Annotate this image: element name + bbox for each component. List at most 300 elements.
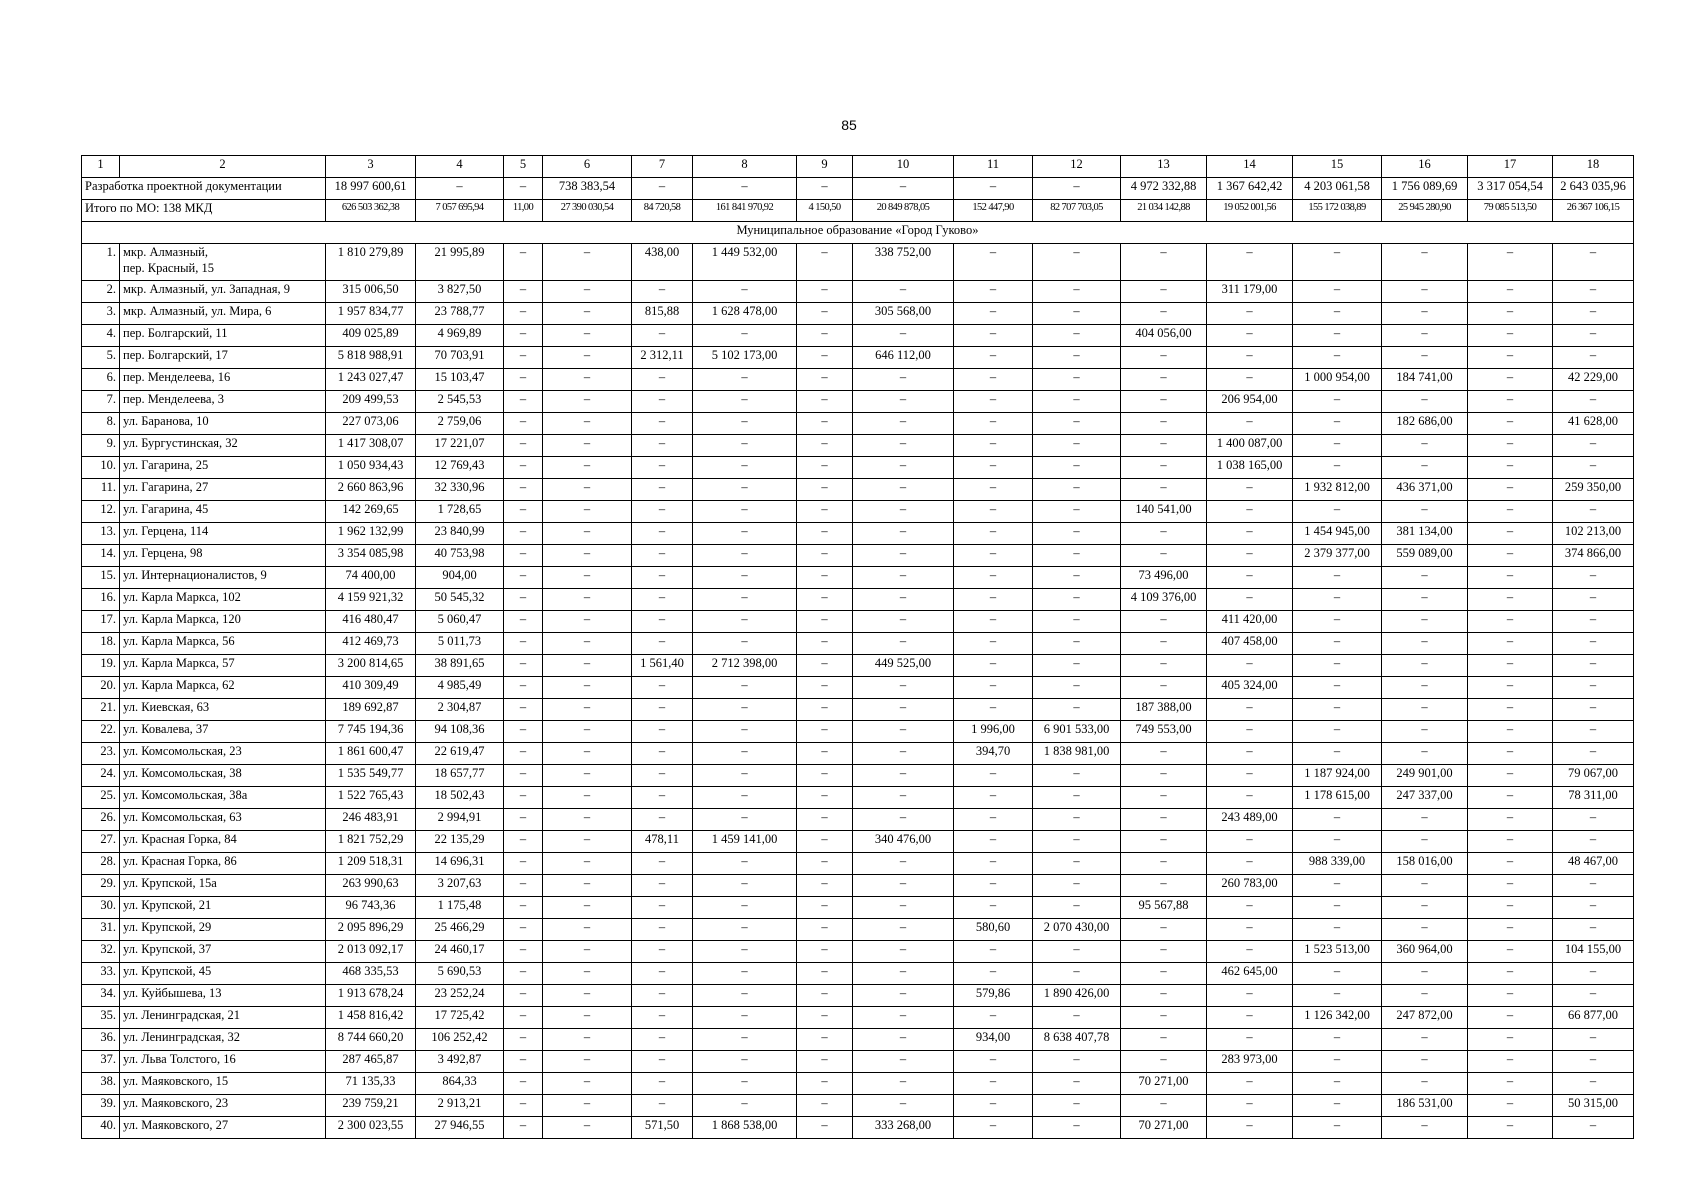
value-cell: – — [954, 963, 1033, 985]
value-cell: – — [797, 699, 853, 721]
address-cell: ул. Интернационалистов, 9 — [120, 567, 326, 589]
value-cell: 27 946,55 — [416, 1117, 504, 1139]
value-cell: – — [954, 699, 1033, 721]
row-index: 9. — [82, 435, 120, 457]
value-cell: – — [1121, 875, 1207, 897]
value-cell: – — [632, 633, 693, 655]
value-cell: – — [632, 809, 693, 831]
value-cell: – — [504, 809, 543, 831]
address-cell: пер. Менделеева, 16 — [120, 369, 326, 391]
value-cell: – — [1553, 721, 1634, 743]
value-cell: 32 330,96 — [416, 479, 504, 501]
table-row — [82, 523, 1634, 545]
value-cell: 1 535 549,77 — [326, 765, 416, 787]
value-cell: 38 891,65 — [416, 655, 504, 677]
value-cell: – — [1033, 501, 1121, 523]
summary-cell: 4 972 332,88 — [1121, 178, 1207, 200]
value-cell: – — [632, 963, 693, 985]
value-cell: – — [797, 633, 853, 655]
value-cell: – — [1468, 391, 1553, 413]
value-cell: – — [1293, 897, 1382, 919]
value-cell: – — [1468, 633, 1553, 655]
value-cell: 209 499,53 — [326, 391, 416, 413]
row-index: 23. — [82, 743, 120, 765]
summary-row — [82, 200, 1634, 222]
column-number: 10 — [853, 156, 954, 178]
column-number: 16 — [1382, 156, 1468, 178]
value-cell: – — [954, 677, 1033, 699]
value-cell: – — [632, 281, 693, 303]
value-cell: – — [797, 523, 853, 545]
value-cell: – — [797, 435, 853, 457]
address-cell: пер. Болгарский, 17 — [120, 347, 326, 369]
value-cell: – — [853, 897, 954, 919]
value-cell: – — [797, 875, 853, 897]
value-cell: – — [1382, 919, 1468, 941]
value-cell: 1 522 765,43 — [326, 787, 416, 809]
value-cell: – — [1382, 897, 1468, 919]
table-row — [82, 347, 1634, 369]
value-cell: – — [954, 1073, 1033, 1095]
value-cell: 247 872,00 — [1382, 1007, 1468, 1029]
value-cell: – — [853, 633, 954, 655]
value-cell: – — [543, 743, 632, 765]
value-cell: – — [954, 633, 1033, 655]
value-cell: – — [853, 435, 954, 457]
value-cell: – — [797, 589, 853, 611]
value-cell: – — [954, 611, 1033, 633]
value-cell: – — [853, 941, 954, 963]
value-cell: 646 112,00 — [853, 347, 954, 369]
table-row — [82, 677, 1634, 699]
value-cell: 50 545,32 — [416, 589, 504, 611]
value-cell: – — [504, 919, 543, 941]
value-cell: – — [693, 765, 797, 787]
value-cell: 2 013 092,17 — [326, 941, 416, 963]
value-cell: – — [543, 633, 632, 655]
value-cell: 2 300 023,55 — [326, 1117, 416, 1139]
value-cell: – — [853, 545, 954, 567]
value-cell: – — [853, 721, 954, 743]
value-cell: 227 073,06 — [326, 413, 416, 435]
value-cell: 4 985,49 — [416, 677, 504, 699]
row-index: 29. — [82, 875, 120, 897]
value-cell: 106 252,42 — [416, 1029, 504, 1051]
value-cell: – — [1207, 897, 1293, 919]
value-cell: – — [853, 985, 954, 1007]
value-cell: 1 038 165,00 — [1207, 457, 1293, 479]
address-cell: ул. Ковалева, 37 — [120, 721, 326, 743]
value-cell: – — [504, 479, 543, 501]
value-cell: – — [853, 1095, 954, 1117]
value-cell: – — [1382, 611, 1468, 633]
value-cell: – — [1553, 1073, 1634, 1095]
value-cell: – — [1553, 809, 1634, 831]
value-cell: 315 006,50 — [326, 281, 416, 303]
value-cell: 2 304,87 — [416, 699, 504, 721]
value-cell: – — [1207, 347, 1293, 369]
value-cell: 1 932 812,00 — [1293, 479, 1382, 501]
value-cell: – — [504, 1073, 543, 1095]
value-cell: – — [1293, 413, 1382, 435]
value-cell: 3 827,50 — [416, 281, 504, 303]
value-cell: – — [797, 787, 853, 809]
value-cell: – — [1033, 244, 1121, 281]
value-cell: – — [1468, 281, 1553, 303]
value-cell: – — [1207, 919, 1293, 941]
summary-cell: 1 756 089,69 — [1382, 178, 1468, 200]
value-cell: – — [1293, 391, 1382, 413]
value-cell: – — [1293, 325, 1382, 347]
value-cell: – — [954, 391, 1033, 413]
value-cell: – — [693, 985, 797, 1007]
value-cell: – — [1382, 831, 1468, 853]
column-number: 7 — [632, 156, 693, 178]
value-cell: – — [1293, 699, 1382, 721]
value-cell: 287 465,87 — [326, 1051, 416, 1073]
value-cell: – — [1382, 347, 1468, 369]
row-index: 19. — [82, 655, 120, 677]
value-cell: – — [543, 919, 632, 941]
value-cell: – — [1468, 765, 1553, 787]
value-cell: – — [1033, 765, 1121, 787]
value-cell: – — [693, 963, 797, 985]
address-cell: пер. Болгарский, 11 — [120, 325, 326, 347]
table-row — [82, 501, 1634, 523]
value-cell: – — [1033, 347, 1121, 369]
summary-cell: – — [504, 178, 543, 200]
value-cell: – — [1293, 1073, 1382, 1095]
value-cell: – — [1468, 787, 1553, 809]
value-cell: – — [954, 545, 1033, 567]
table-row — [82, 655, 1634, 677]
value-cell: – — [1382, 699, 1468, 721]
value-cell: – — [1468, 435, 1553, 457]
address-cell: ул. Карла Маркса, 62 — [120, 677, 326, 699]
value-cell: – — [1468, 244, 1553, 281]
value-cell: – — [543, 567, 632, 589]
value-cell: – — [504, 765, 543, 787]
value-cell: 96 743,36 — [326, 897, 416, 919]
value-cell: – — [1293, 655, 1382, 677]
row-index: 1. — [82, 244, 120, 281]
value-cell: 2 095 896,29 — [326, 919, 416, 941]
value-cell: – — [1293, 633, 1382, 655]
summary-cell: – — [797, 178, 853, 200]
value-cell: – — [1382, 281, 1468, 303]
value-cell: – — [1121, 244, 1207, 281]
value-cell: – — [797, 985, 853, 1007]
value-cell: – — [954, 281, 1033, 303]
value-cell: – — [797, 853, 853, 875]
value-cell: – — [1468, 545, 1553, 567]
value-cell: 580,60 — [954, 919, 1033, 941]
value-cell: – — [543, 413, 632, 435]
address-cell: ул. Карла Маркса, 57 — [120, 655, 326, 677]
value-cell: – — [1553, 391, 1634, 413]
value-cell: – — [504, 1007, 543, 1029]
value-cell: – — [1468, 369, 1553, 391]
value-cell: – — [693, 523, 797, 545]
value-cell: 78 311,00 — [1553, 787, 1634, 809]
value-cell: – — [1468, 325, 1553, 347]
row-index: 24. — [82, 765, 120, 787]
value-cell: – — [1468, 457, 1553, 479]
row-index: 27. — [82, 831, 120, 853]
value-cell: 5 060,47 — [416, 611, 504, 633]
value-cell: 70 703,91 — [416, 347, 504, 369]
table-row — [82, 435, 1634, 457]
value-cell: – — [853, 369, 954, 391]
value-cell: 934,00 — [954, 1029, 1033, 1051]
value-cell: – — [632, 1007, 693, 1029]
value-cell: 1 957 834,77 — [326, 303, 416, 325]
value-cell: – — [1553, 567, 1634, 589]
value-cell: 1 868 538,00 — [693, 1117, 797, 1139]
column-number: 2 — [120, 156, 326, 178]
value-cell: – — [1382, 655, 1468, 677]
value-cell: 66 877,00 — [1553, 1007, 1634, 1029]
table-row — [82, 633, 1634, 655]
value-cell: – — [632, 435, 693, 457]
value-cell: – — [1293, 347, 1382, 369]
value-cell: – — [1553, 699, 1634, 721]
value-cell: – — [1382, 963, 1468, 985]
address-cell: мкр. Алмазный, пер. Красный, 15 — [120, 244, 326, 281]
value-cell: 1 838 981,00 — [1033, 743, 1121, 765]
value-cell: – — [1033, 457, 1121, 479]
value-cell: – — [954, 303, 1033, 325]
value-cell: – — [1207, 941, 1293, 963]
value-cell: 1 628 478,00 — [693, 303, 797, 325]
value-cell: – — [632, 589, 693, 611]
value-cell: – — [954, 457, 1033, 479]
value-cell: – — [1207, 303, 1293, 325]
value-cell: 12 769,43 — [416, 457, 504, 479]
value-cell: – — [1382, 1029, 1468, 1051]
value-cell: 5 011,73 — [416, 633, 504, 655]
value-cell: – — [504, 963, 543, 985]
table-row — [82, 479, 1634, 501]
value-cell: – — [853, 589, 954, 611]
value-cell: 468 335,53 — [326, 963, 416, 985]
value-cell: – — [1293, 743, 1382, 765]
value-cell: 102 213,00 — [1553, 523, 1634, 545]
value-cell: – — [1553, 435, 1634, 457]
value-cell: – — [1468, 479, 1553, 501]
summary-cell: 18 997 600,61 — [326, 178, 416, 200]
value-cell: – — [1553, 281, 1634, 303]
value-cell: – — [543, 1095, 632, 1117]
value-cell: 311 179,00 — [1207, 281, 1293, 303]
value-cell: 5 690,53 — [416, 963, 504, 985]
value-cell: – — [1033, 875, 1121, 897]
value-cell: – — [632, 1051, 693, 1073]
address-cell: ул. Комсомольская, 63 — [120, 809, 326, 831]
value-cell: – — [1382, 391, 1468, 413]
value-cell: – — [632, 875, 693, 897]
summary-label: Разработка проектной документации — [82, 178, 326, 200]
value-cell: 70 271,00 — [1121, 1117, 1207, 1139]
value-cell: 412 469,73 — [326, 633, 416, 655]
value-cell: – — [1033, 853, 1121, 875]
value-cell: – — [797, 809, 853, 831]
value-cell: – — [853, 677, 954, 699]
address-cell: ул. Карла Маркса, 120 — [120, 611, 326, 633]
value-cell: 21 995,89 — [416, 244, 504, 281]
row-index: 21. — [82, 699, 120, 721]
value-cell: – — [1293, 1029, 1382, 1051]
value-cell: – — [1382, 633, 1468, 655]
value-cell: – — [543, 897, 632, 919]
value-cell: – — [797, 457, 853, 479]
value-cell: – — [1121, 677, 1207, 699]
value-cell: – — [1033, 1095, 1121, 1117]
value-cell: – — [693, 567, 797, 589]
address-cell: ул. Карла Маркса, 102 — [120, 589, 326, 611]
value-cell: – — [504, 875, 543, 897]
value-cell: – — [954, 479, 1033, 501]
value-cell: – — [797, 831, 853, 853]
value-cell: 15 103,47 — [416, 369, 504, 391]
summary-cell: – — [853, 178, 954, 200]
value-cell: – — [693, 611, 797, 633]
value-cell: – — [1121, 1095, 1207, 1117]
address-cell: ул. Комсомольская, 38 — [120, 765, 326, 787]
value-cell: – — [797, 369, 853, 391]
address-cell: мкр. Алмазный, ул. Западная, 9 — [120, 281, 326, 303]
value-cell: – — [1121, 1051, 1207, 1073]
value-cell: 23 788,77 — [416, 303, 504, 325]
value-cell: – — [954, 853, 1033, 875]
value-cell: 333 268,00 — [853, 1117, 954, 1139]
value-cell: – — [504, 743, 543, 765]
value-cell: – — [853, 457, 954, 479]
value-cell: – — [1553, 655, 1634, 677]
row-index: 38. — [82, 1073, 120, 1095]
value-cell: – — [504, 369, 543, 391]
value-cell: – — [543, 369, 632, 391]
value-cell: – — [954, 655, 1033, 677]
value-cell: – — [1033, 633, 1121, 655]
summary-cell: 84 720,58 — [632, 200, 693, 222]
value-cell: – — [632, 721, 693, 743]
value-cell: – — [1033, 413, 1121, 435]
value-cell: – — [797, 677, 853, 699]
value-cell: – — [853, 479, 954, 501]
value-cell: 7 745 194,36 — [326, 721, 416, 743]
value-cell: – — [543, 391, 632, 413]
value-cell: 2 545,53 — [416, 391, 504, 413]
value-cell: – — [1207, 1095, 1293, 1117]
value-cell: – — [1033, 303, 1121, 325]
summary-cell: 3 317 054,54 — [1468, 178, 1553, 200]
value-cell: – — [543, 325, 632, 347]
value-cell: – — [853, 699, 954, 721]
value-cell: – — [1382, 1051, 1468, 1073]
value-cell: 18 657,77 — [416, 765, 504, 787]
value-cell: – — [504, 1029, 543, 1051]
value-cell: 158 016,00 — [1382, 853, 1468, 875]
value-cell: – — [1121, 853, 1207, 875]
value-cell: 749 553,00 — [1121, 721, 1207, 743]
value-cell: – — [1033, 897, 1121, 919]
value-cell: – — [853, 919, 954, 941]
value-cell: – — [853, 325, 954, 347]
summary-cell: 26 367 106,15 — [1553, 200, 1634, 222]
value-cell: – — [543, 985, 632, 1007]
address-cell: ул. Гагарина, 25 — [120, 457, 326, 479]
value-cell: – — [1207, 479, 1293, 501]
table-row — [82, 1007, 1634, 1029]
value-cell: – — [1382, 325, 1468, 347]
row-index: 22. — [82, 721, 120, 743]
value-cell: – — [543, 831, 632, 853]
value-cell: – — [797, 721, 853, 743]
value-cell: – — [1553, 611, 1634, 633]
value-cell: – — [1382, 457, 1468, 479]
value-cell: 1 209 518,31 — [326, 853, 416, 875]
value-cell: – — [693, 457, 797, 479]
value-cell: – — [954, 809, 1033, 831]
value-cell: 23 252,24 — [416, 985, 504, 1007]
value-cell: – — [1293, 677, 1382, 699]
value-cell: – — [1121, 1029, 1207, 1051]
row-index: 13. — [82, 523, 120, 545]
value-cell: 184 741,00 — [1382, 369, 1468, 391]
value-cell: – — [1207, 244, 1293, 281]
row-index: 20. — [82, 677, 120, 699]
value-cell: – — [1468, 1095, 1553, 1117]
value-cell: – — [853, 765, 954, 787]
value-cell: – — [1033, 963, 1121, 985]
column-number: 8 — [693, 156, 797, 178]
value-cell: – — [543, 501, 632, 523]
table-row — [82, 589, 1634, 611]
value-cell: – — [1468, 721, 1553, 743]
value-cell: – — [1468, 501, 1553, 523]
value-cell: – — [1033, 435, 1121, 457]
value-cell: – — [1553, 963, 1634, 985]
value-cell: – — [1121, 611, 1207, 633]
value-cell: – — [1121, 391, 1207, 413]
row-index: 39. — [82, 1095, 120, 1117]
value-cell: 40 753,98 — [416, 545, 504, 567]
address-cell: ул. Ленинградская, 21 — [120, 1007, 326, 1029]
value-cell: – — [693, 589, 797, 611]
value-cell: – — [1207, 655, 1293, 677]
value-cell: – — [1468, 677, 1553, 699]
value-cell: – — [504, 1051, 543, 1073]
value-cell: 259 350,00 — [1553, 479, 1634, 501]
value-cell: – — [1121, 787, 1207, 809]
value-cell: – — [1553, 1029, 1634, 1051]
summary-cell: 21 034 142,88 — [1121, 200, 1207, 222]
value-cell: – — [1293, 567, 1382, 589]
summary-cell: – — [416, 178, 504, 200]
row-index: 26. — [82, 809, 120, 831]
value-cell: – — [954, 1117, 1033, 1139]
value-cell: – — [1033, 369, 1121, 391]
summary-cell: – — [954, 178, 1033, 200]
table-row — [82, 765, 1634, 787]
value-cell: – — [693, 941, 797, 963]
value-cell: – — [1121, 985, 1207, 1007]
value-cell: – — [504, 391, 543, 413]
value-cell: – — [632, 501, 693, 523]
value-cell: – — [1382, 985, 1468, 1007]
column-number: 13 — [1121, 156, 1207, 178]
